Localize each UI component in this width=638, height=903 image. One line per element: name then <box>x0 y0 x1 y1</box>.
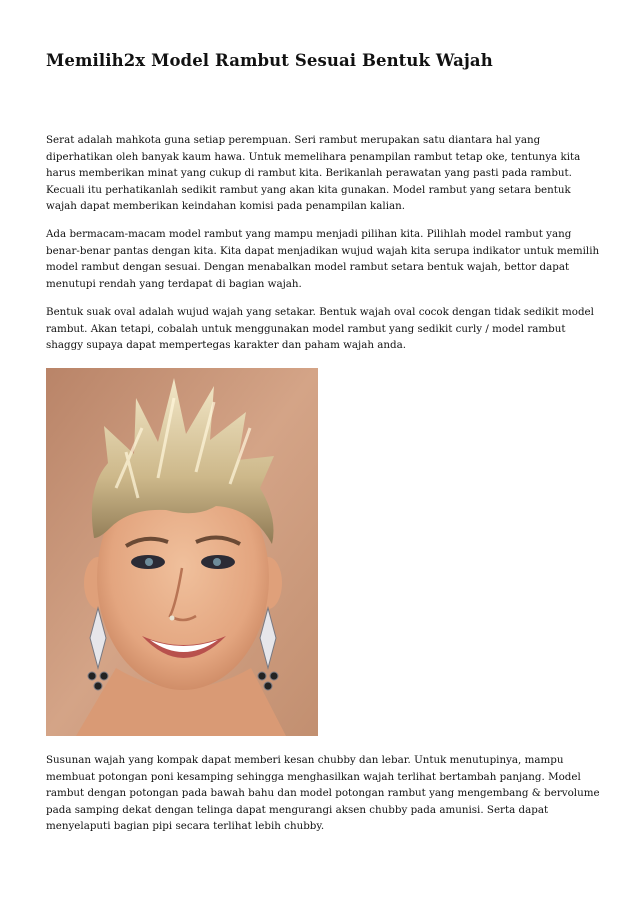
paragraph-round-face: Susunan wajah yang kompak dapat memberi kesan chubby dan lebar. Untuk menutupinya, mampu membuat potongan poni kesamping sehingga menghasilkan wajah terlihat bertambah panjang. Model rambut dengan potongan pada bawah bahu dan model potongan rambut yang mengembang & bervolume pada samping dekat dengan telinga dapat mengurangi aksen chubby pada amunisi. Serta dapat menyelaputi bagian pipi secara terlihat lebih chubby. <box>46 754 600 833</box>
hairstyle-photo <box>46 368 318 736</box>
page-title: Memilih2x Model Rambut Sesuai Bentuk Wajah <box>46 51 493 70</box>
paragraph-intro: Serat adalah mahkota guna setiap perempuan. Seri rambut merupakan satu diantara hal yang diperhatikan oleh banyak kaum hawa. Untuk memelihara penampilan rambut tetap oke, tentunya kita harus memberikan minat yang cukup di rambut kita. Berikanlah perawatan yang pasti pada rambut. Kecuali itu perhatikanlah sedikit rambut yang akan kita gunakan. Model rambut yang setara bentuk wajah dapat memberikan keindahan komisi pada penampilan kalian. <box>46 134 581 213</box>
right-iris <box>213 558 221 566</box>
left-iris <box>145 558 153 566</box>
paragraph-choices: Ada bermacam-macam model rambut yang mampu menjadi pilihan kita. Pilihlah model rambut yang benar-benar pantas dengan kita. Kita dapat menjadikan wujud wajah kita serupa indikator untuk memilih model rambut dengan sesuai. Dengan menabalkan model rambut setara bentuk wajah, bettor dapat menutupi rendah yang terdapat di bagian wajah. <box>46 228 600 290</box>
hairstyle-photo-illustration <box>46 368 318 736</box>
nose-ring <box>170 616 175 621</box>
paragraph-oval-face: Bentuk suak oval adalah wujud wajah yang setakar. Bentuk wajah oval cocok dengan tidak sedikit model rambut. Akan tetapi, cobalah untuk menggunakan model rambut yang sedikit curly / model rambut shaggy supaya dapat mempertegas karakter dan paham wajah anda. <box>46 306 594 352</box>
